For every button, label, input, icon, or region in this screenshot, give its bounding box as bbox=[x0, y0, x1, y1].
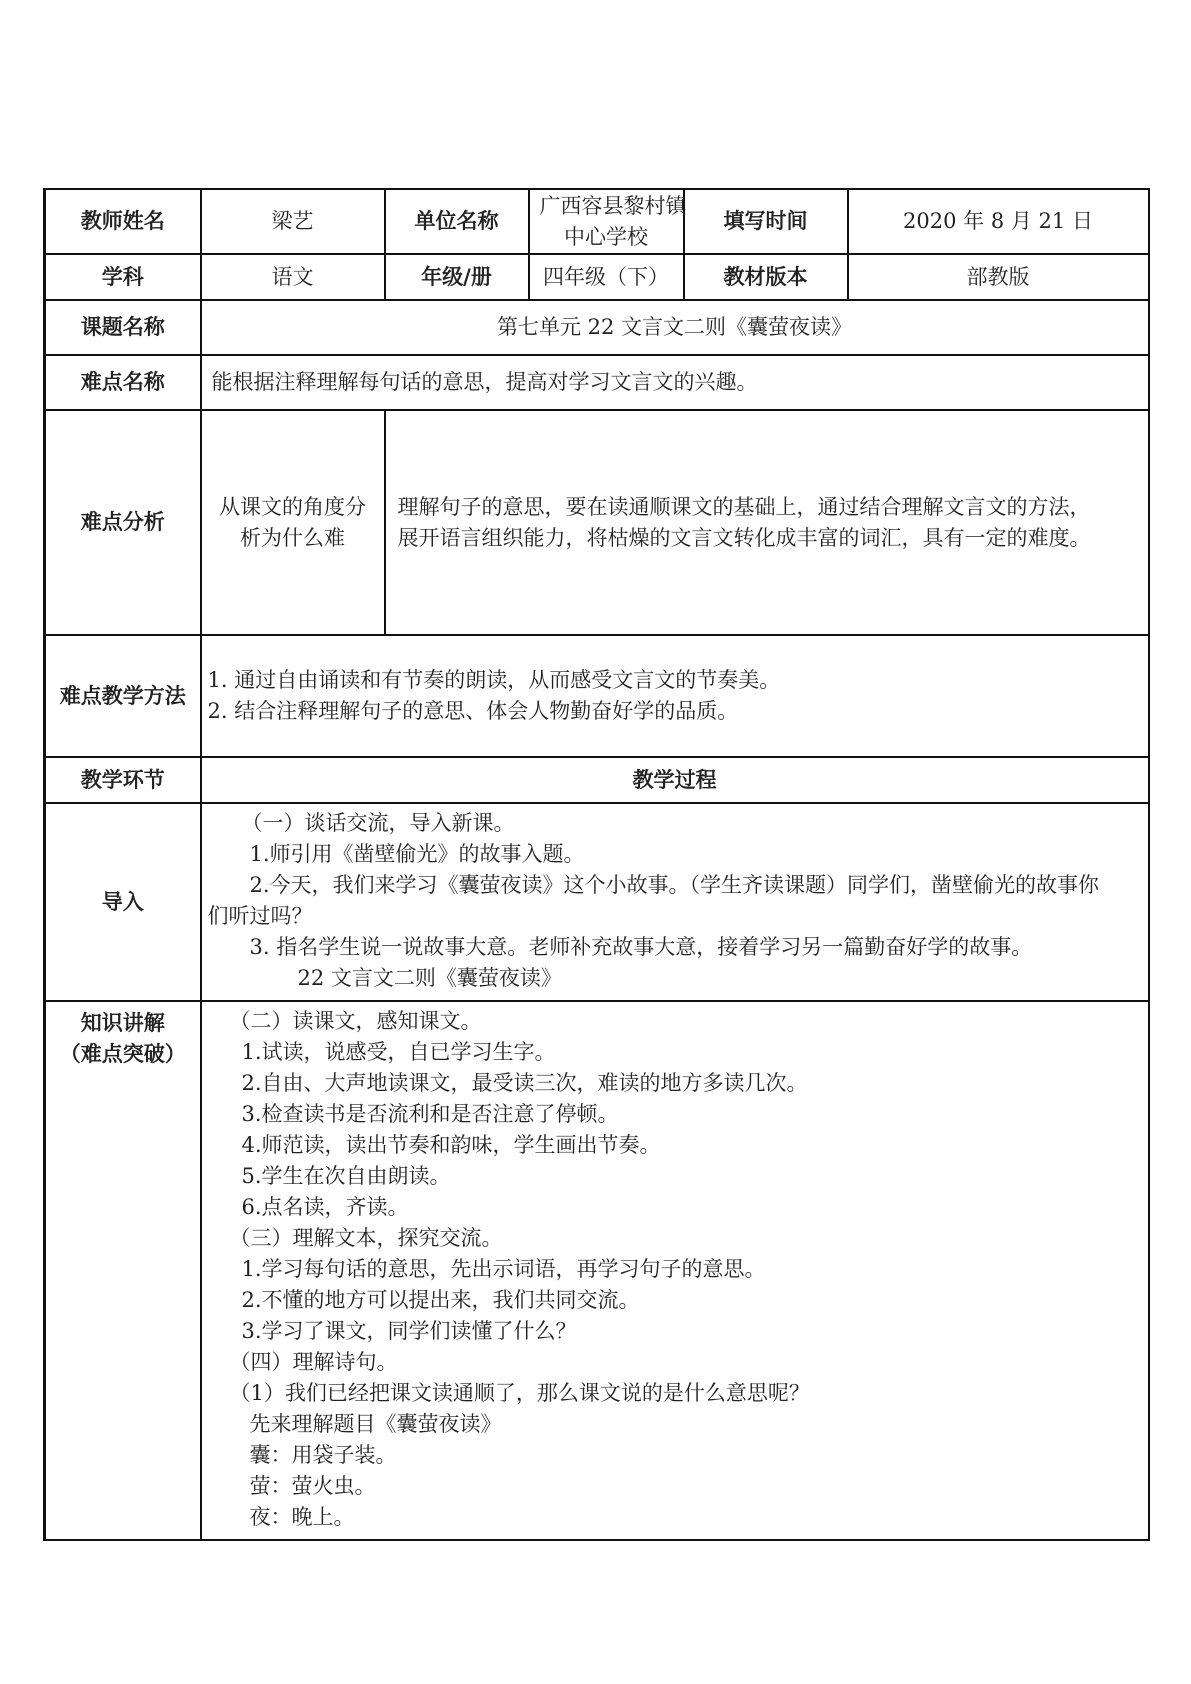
knowledge-line: （二）读课文，感知课文。 bbox=[229, 1009, 482, 1033]
knowledge-line: 6.点名读，齐读。 bbox=[241, 1195, 409, 1219]
intro-line: 1.师引用《凿壁偷光》的故事入题。 bbox=[249, 842, 585, 866]
unit-name-line-1: 广西容县黎村镇 bbox=[539, 193, 687, 218]
knowledge-line: 萤：萤火虫。 bbox=[249, 1474, 376, 1498]
analysis-angle bbox=[201, 410, 385, 635]
knowledge-line: 4.师范读，读出节奏和韵味，学生画出节奏。 bbox=[241, 1133, 661, 1157]
method-label: 难点教学方法 bbox=[45, 635, 201, 757]
analysis-label: 难点分析 bbox=[45, 410, 201, 635]
knowledge-line: （1）我们已经把课文读通顺了，那么课文说的是什么意思呢？ bbox=[229, 1381, 810, 1405]
method-line-2: 2. 结合注释理解句子的意思、体会人物勤奋好学的品质。 bbox=[207, 699, 739, 723]
knowledge-label-line-1: 知识讲解 bbox=[80, 1011, 165, 1035]
knowledge-line: 2.自由、大声地读课文，最受读三次，难读的地方多读几次。 bbox=[241, 1071, 808, 1095]
difficulty-value: 能根据注释理解每句话的意思，提高对学习文言文的兴趣。 bbox=[201, 355, 1149, 410]
knowledge-line: 先来理解题目《囊萤夜读》 bbox=[249, 1412, 502, 1436]
knowledge-line: 3.学习了课文，同学们读懂了什么？ bbox=[241, 1319, 577, 1343]
fill-date-value: 2020 年 8 月 21 日 bbox=[848, 189, 1149, 254]
intro-line: 2.今天，我们来学习《囊萤夜读》这个小故事。（学生齐读课题）同学们，凿壁偷光的故事你 bbox=[249, 873, 1100, 897]
teacher-name-label: 教师姓名 bbox=[45, 189, 201, 254]
process-header: 教学过程 bbox=[201, 757, 1149, 803]
intro-line: 们听过吗？ bbox=[207, 904, 313, 928]
analysis-angle-line-1: 从课文的角度分 bbox=[219, 494, 366, 519]
topic-value: 第七单元 22 文言文二则《囊萤夜读》 bbox=[201, 300, 1149, 355]
knowledge-line: 1.试读，说感受，自已学习生字。 bbox=[241, 1040, 556, 1064]
topic-label: 课题名称 bbox=[45, 300, 201, 355]
intro-label: 导入 bbox=[45, 803, 201, 1001]
subject-label: 学科 bbox=[45, 254, 201, 300]
edition-value: 部教版 bbox=[848, 254, 1149, 300]
difficulty-label: 难点名称 bbox=[45, 355, 201, 410]
subject-value: 语文 bbox=[201, 254, 385, 300]
knowledge-label-line-2: （难点突破） bbox=[59, 1042, 186, 1066]
knowledge-line: 夜：晚上。 bbox=[249, 1505, 355, 1529]
intro-line: （一）谈话交流，导入新课。 bbox=[241, 811, 515, 835]
analysis-text-line-1: 理解句子的意思，要在读通顺课文的基础上，通过结合理解文言文的方法， bbox=[397, 494, 1091, 519]
knowledge-label bbox=[45, 1001, 201, 1540]
grade-value: 四年级（下） bbox=[529, 254, 684, 300]
method-line-1: 1. 通过自由诵读和有节奏的朗读，从而感受文言文的节奏美。 bbox=[207, 668, 781, 692]
knowledge-line: 2.不懂的地方可以提出来，我们共同交流。 bbox=[241, 1288, 640, 1312]
unit-name-line-2: 中心学校 bbox=[564, 224, 648, 249]
unit-name-value bbox=[529, 189, 687, 254]
fill-date-label: 填写时间 bbox=[684, 189, 848, 254]
intro-content bbox=[201, 803, 1149, 1001]
edition-label: 教材版本 bbox=[684, 254, 848, 300]
intro-line: 3. 指名学生说一说故事大意。老师补充故事大意，接着学习另一篇勤奋好学的故事。 bbox=[249, 935, 1033, 959]
method-text bbox=[201, 635, 1149, 757]
knowledge-line: 3.检查读书是否流利和是否注意了停顿。 bbox=[241, 1102, 619, 1126]
unit-name-label: 单位名称 bbox=[385, 189, 529, 254]
knowledge-line: （四）理解诗句。 bbox=[229, 1350, 398, 1374]
knowledge-line: 囊：用袋子装。 bbox=[249, 1443, 397, 1467]
knowledge-line: 5.学生在次自由朗读。 bbox=[241, 1164, 451, 1188]
knowledge-line: 1.学习每句话的意思，先出示词语，再学习句子的意思。 bbox=[241, 1257, 766, 1281]
knowledge-content bbox=[201, 1001, 1149, 1540]
knowledge-line: （三）理解文本，探究交流。 bbox=[229, 1226, 503, 1250]
lesson-plan-table bbox=[43, 188, 1147, 1541]
teacher-name-value: 梁艺 bbox=[201, 189, 385, 254]
analysis-angle-line-2: 析为什么难 bbox=[240, 525, 345, 550]
analysis-text-line-2: 展开语言组织能力，将枯燥的文言文转化成丰富的词汇，具有一定的难度。 bbox=[397, 525, 1091, 550]
step-header: 教学环节 bbox=[45, 757, 201, 803]
intro-line: 22 文言文二则《囊萤夜读》 bbox=[297, 966, 562, 990]
grade-label: 年级/册 bbox=[385, 254, 529, 300]
analysis-text bbox=[385, 410, 1149, 635]
